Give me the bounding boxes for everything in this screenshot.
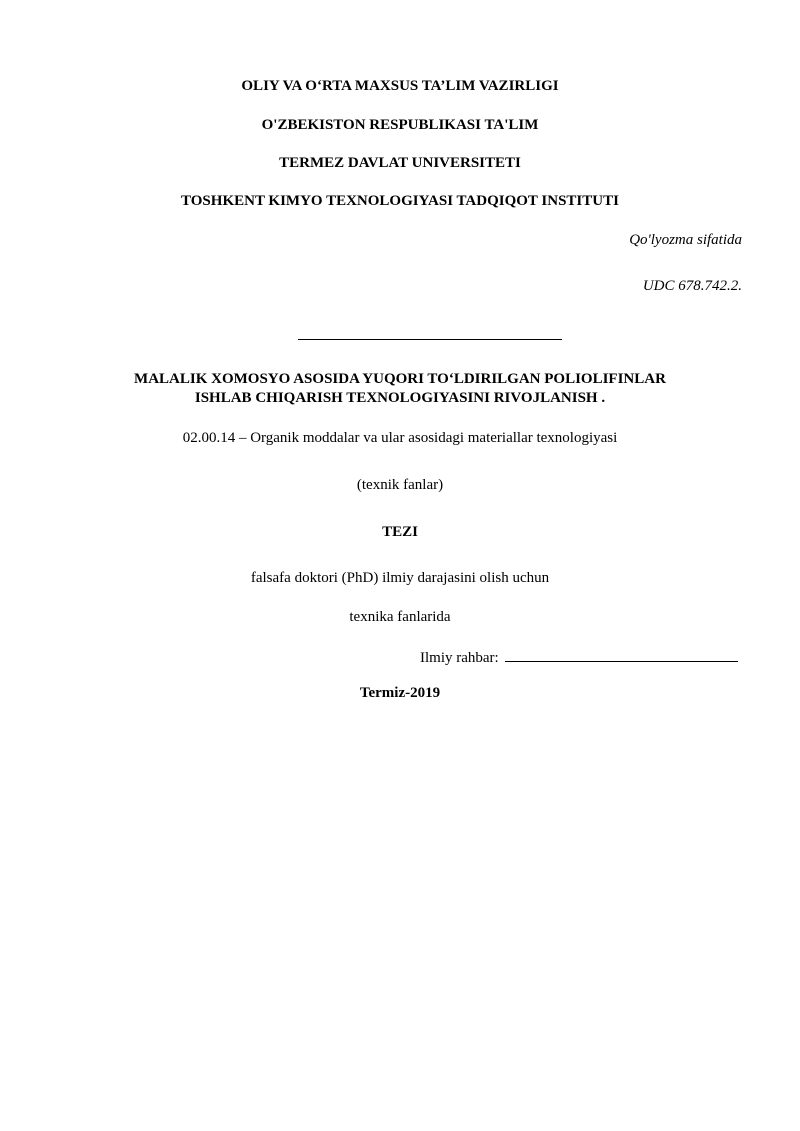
thesis-title [0,370,800,408]
advisor-signature-blank [505,647,738,662]
author-name-blank-line [298,339,562,340]
thesis-title-line-1: MALALIK XOMOSYO ASOSIDA YUQORI TO‘LDIRILGAN POLIOLIFINLAR [134,371,666,387]
scientific-advisor [420,647,738,667]
advisor-label: Ilmiy rahbar: [420,650,499,666]
document-type: TEZI [382,524,418,540]
republic-heading: O'ZBEKISTON RESPUBLIKASI TA'LIM [261,117,539,133]
udc-code: UDC 678.742.2. [642,278,742,294]
degree-field: texnika fanlarida [349,609,451,625]
institute-heading: TOSHKENT KIMYO TEXNOLOGIYASI TADQIQOT INSTITUTI [181,193,619,209]
manuscript-note: Qo'lyozma sifatida [629,232,742,248]
ministry-heading: OLIY VA O‘RTA MAXSUS TA’LIM VAZIRLIGI [241,78,559,94]
thesis-title-line-2: ISHLAB CHIQARISH TEXNOLOGIYASINI RIVOJLANISH . [194,390,606,406]
field-note: (texnik fanlar) [356,477,444,493]
specialty-code: 02.00.14 – Organik moddalar va ular asosidagi materiallar texnologiyasi [182,430,618,446]
university-heading: TERMEZ DAVLAT UNIVERSITETI [279,155,521,171]
degree-statement: falsafa doktori (PhD) ilmiy darajasini olish uchun [250,570,550,586]
city-year: Termiz-2019 [359,685,441,701]
